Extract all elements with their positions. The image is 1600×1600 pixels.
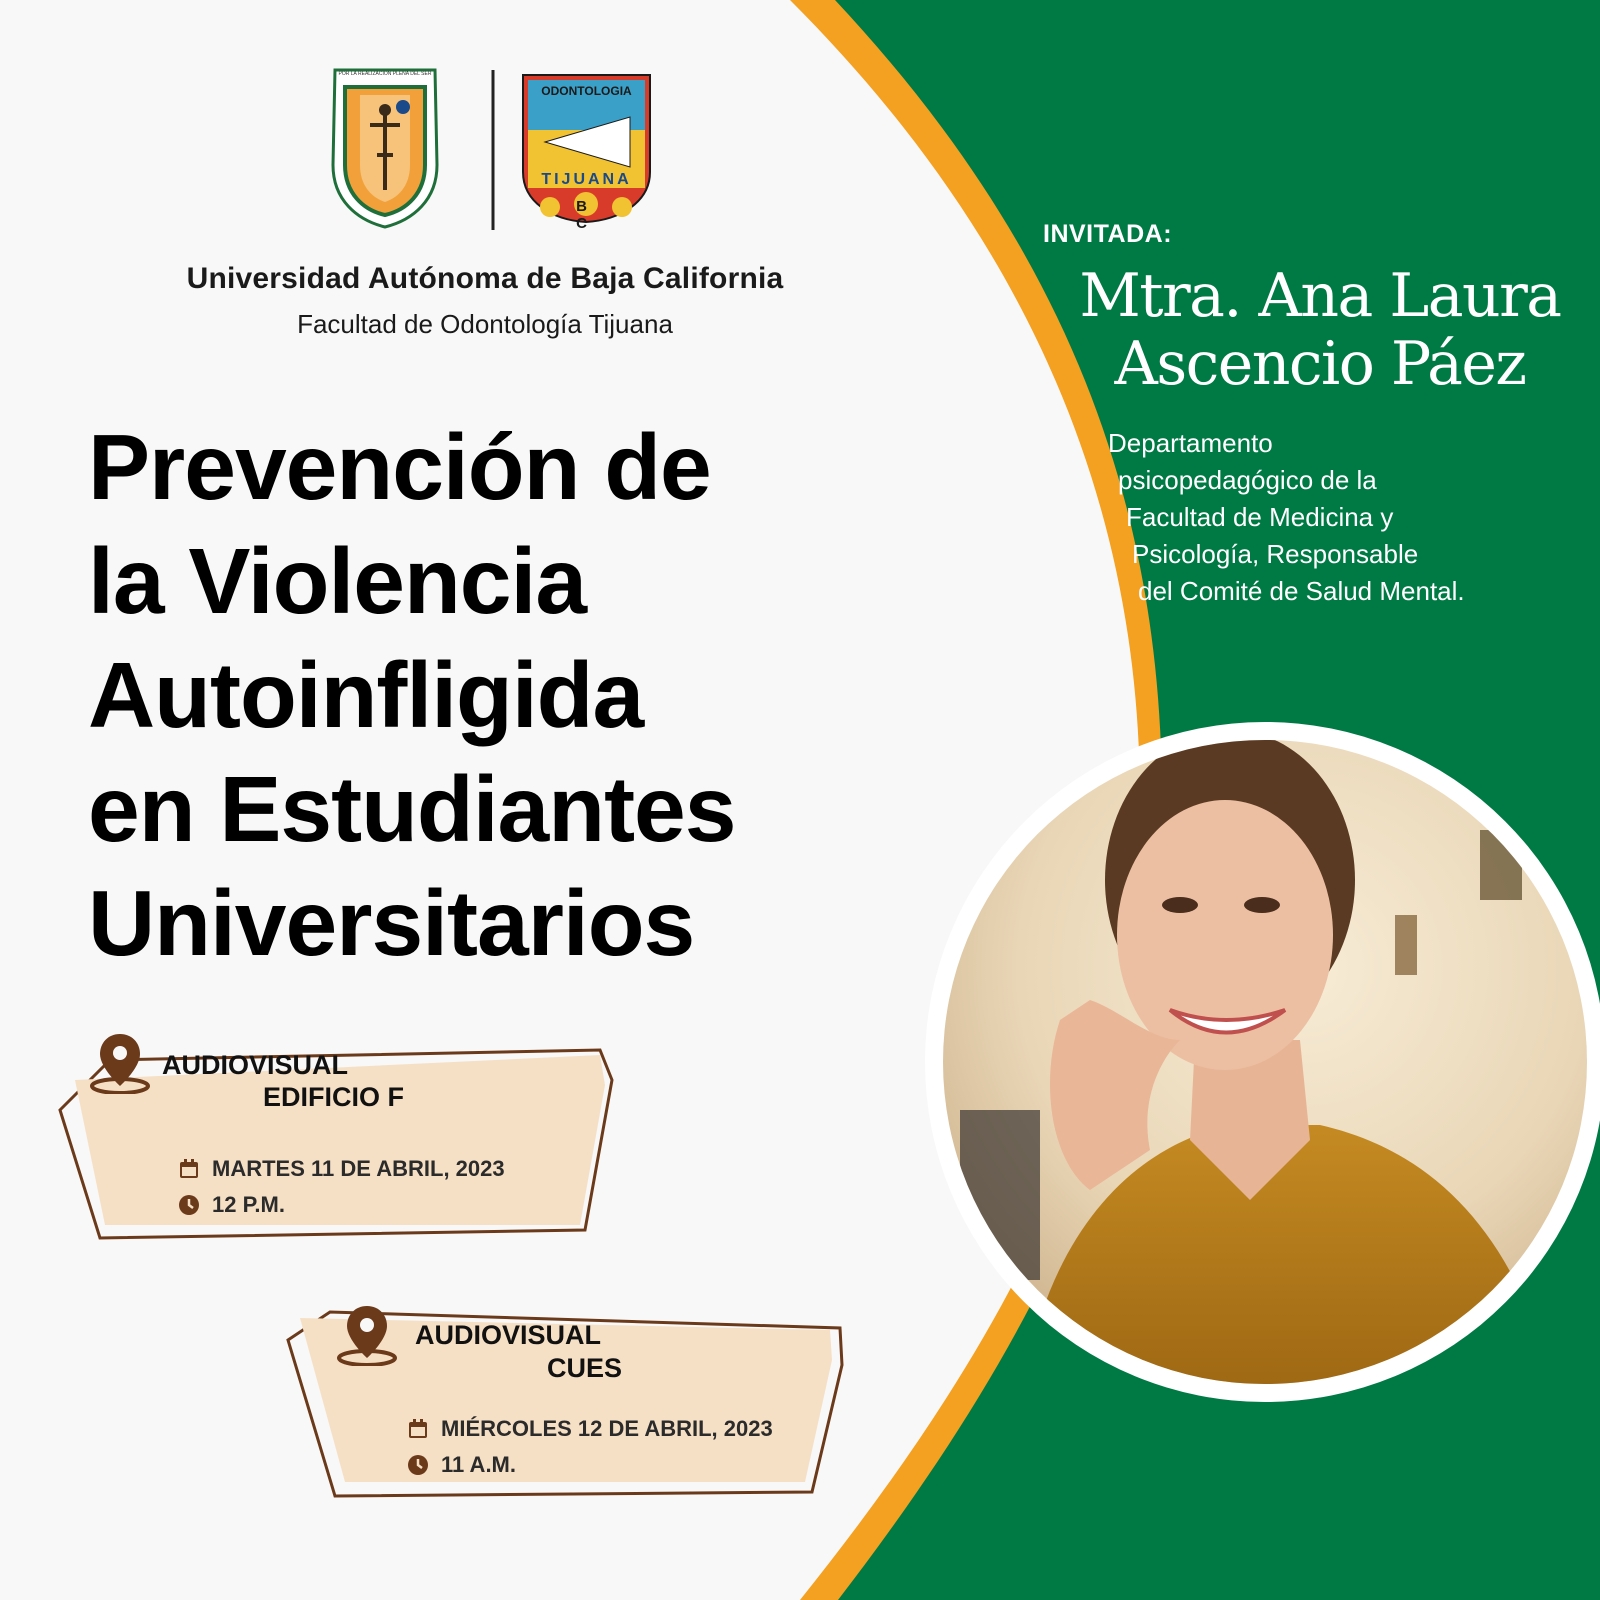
clock-icon: [407, 1454, 429, 1476]
desc-line: psicopedagógico de la: [1118, 465, 1377, 495]
event2-venue-line1: AUDIOVISUAL: [415, 1320, 602, 1350]
guest-description: [1108, 425, 1465, 610]
title-line: Autoinfligida: [88, 643, 644, 747]
uabc-shield-icon: [325, 65, 445, 230]
desc-line: del Comité de Salud Mental.: [1138, 576, 1465, 606]
title-line: Prevención de: [88, 415, 711, 519]
desc-line: Psicología, Responsable: [1132, 539, 1419, 569]
location-pin-icon: [335, 1302, 399, 1366]
event2-date-text: MIÉRCOLES 12 DE ABRIL, 2023: [441, 1416, 773, 1441]
event2-time: [407, 1452, 516, 1478]
title-line: en Estudiantes: [88, 757, 736, 861]
event2-date: [407, 1416, 773, 1442]
title-line: la Violencia: [88, 529, 587, 633]
faculty-name: Facultad de Odontología Tijuana: [297, 309, 673, 339]
bc-letters: B C: [576, 198, 627, 232]
desc-line: Facultad de Medicina y: [1126, 502, 1394, 532]
calendar-icon: [178, 1158, 200, 1180]
location-pin-icon: [88, 1030, 152, 1094]
event2-venue-line2: CUES: [547, 1353, 623, 1383]
clock-icon: [178, 1194, 200, 1216]
guest-name-line2: Ascencio Páez: [1114, 329, 1526, 399]
event1-date: [178, 1156, 505, 1182]
odontologia-logo: [520, 72, 653, 232]
guest-name-line1: Mtra. Ana Laura: [1079, 261, 1561, 331]
guest-label: INVITADA:: [1043, 220, 1173, 248]
odontologia-arc-text: ODONTOLOGIA: [541, 84, 632, 98]
event2-time-text: 11 A.M.: [441, 1452, 516, 1477]
university-name: Universidad Autónoma de Baja California: [186, 262, 784, 295]
event1-venue-line2: EDIFICIO F: [263, 1082, 404, 1112]
desc-line: Departamento: [1108, 428, 1273, 458]
uabc-logo: [325, 65, 445, 230]
event1-date-text: MARTES 11 DE ABRIL, 2023: [212, 1156, 505, 1181]
tijuana-text: TIJUANA: [541, 171, 632, 188]
guest-name: [1040, 262, 1600, 398]
event1-venue-line1: AUDIOVISUAL: [162, 1050, 349, 1080]
calendar-icon: [407, 1418, 429, 1440]
event1-time-text: 12 P.M.: [212, 1192, 285, 1217]
uabc-motto: POR LA REALIZACIÓN PLENA DEL SER: [338, 71, 432, 77]
event1-time: [178, 1192, 285, 1218]
event-title: [88, 410, 736, 980]
title-line: Universitarios: [88, 871, 695, 975]
